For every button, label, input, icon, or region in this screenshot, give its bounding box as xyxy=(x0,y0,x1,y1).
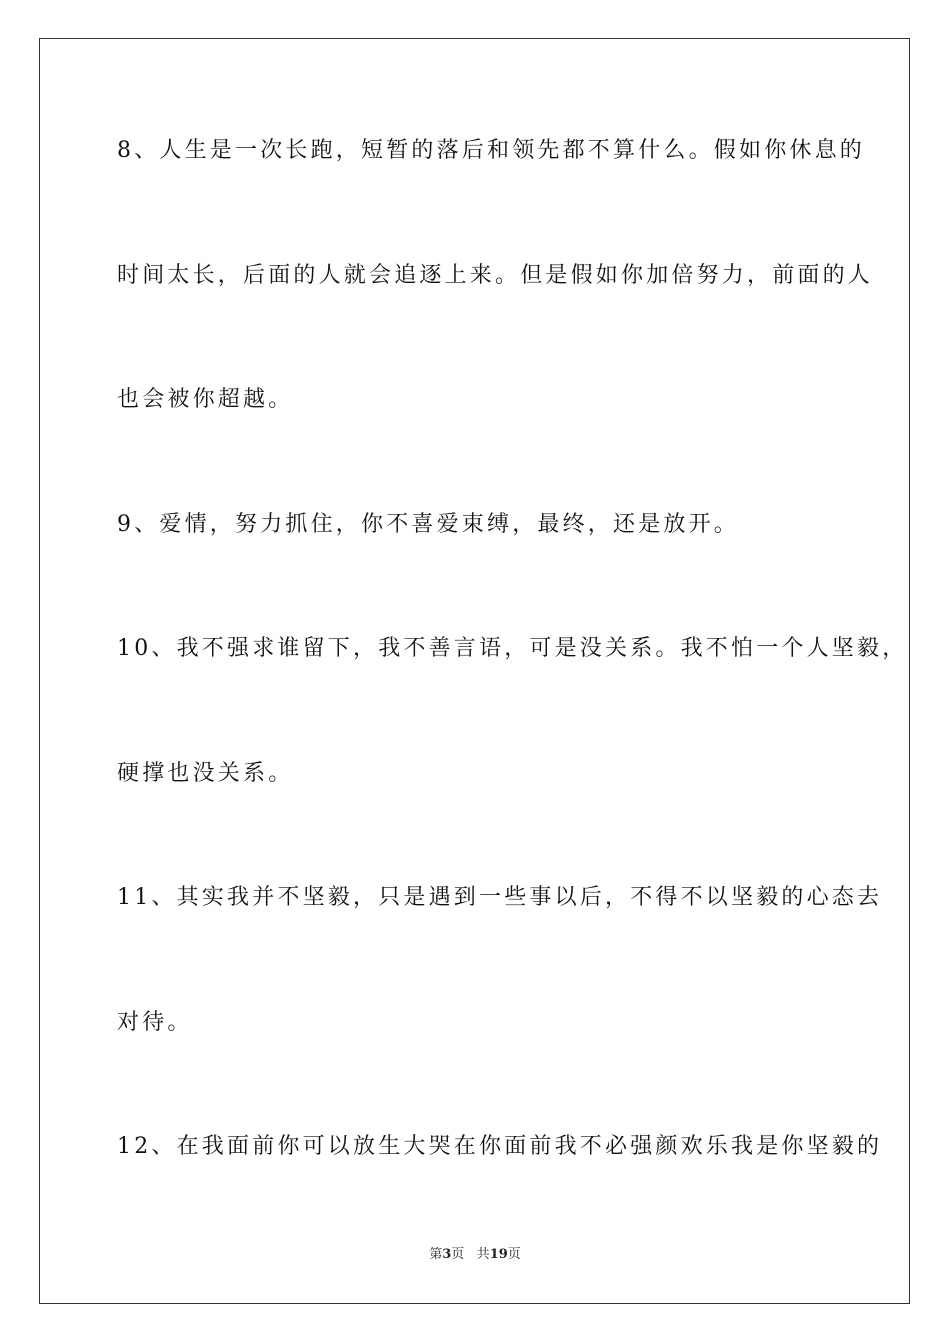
text-line-9: 12、在我面前你可以放生大哭在你面前我不必强颜欢乐我是你坚毅的 xyxy=(117,1134,883,1159)
text-line-7: 11、其实我并不坚毅，只是遇到一些事以后，不得不以坚毅的心态去 xyxy=(117,885,883,910)
footer-total-pages: 19 xyxy=(489,1247,508,1262)
footer-total-prefix: 共 xyxy=(476,1247,490,1262)
page-border xyxy=(39,38,910,1304)
text-line-2: 时间太长，后面的人就会追逐上来。但是假如你加倍努力，前面的人 xyxy=(117,263,874,288)
text-line-6: 硬撑也没关系。 xyxy=(117,761,294,786)
footer-page-prefix: 第 xyxy=(429,1247,443,1262)
page-number-footer xyxy=(0,1246,950,1264)
text-line-4: 9、爱情，努力抓住，你不喜爱束缚，最终，还是放开。 xyxy=(117,512,739,537)
text-line-5: 10、我不强求谁留下，我不善言语，可是没关系。我不怕一个人坚毅， xyxy=(117,636,908,661)
text-line-1: 8、人生是一次长跑，短暂的落后和领先都不算什么。假如你休息的 xyxy=(117,138,865,163)
text-line-8: 对待。 xyxy=(117,1010,193,1035)
footer-page-suffix: 页 xyxy=(451,1247,465,1262)
footer-total-suffix: 页 xyxy=(507,1247,521,1262)
footer-page-number: 3 xyxy=(442,1247,452,1262)
text-line-3: 也会被你超越。 xyxy=(117,387,294,412)
